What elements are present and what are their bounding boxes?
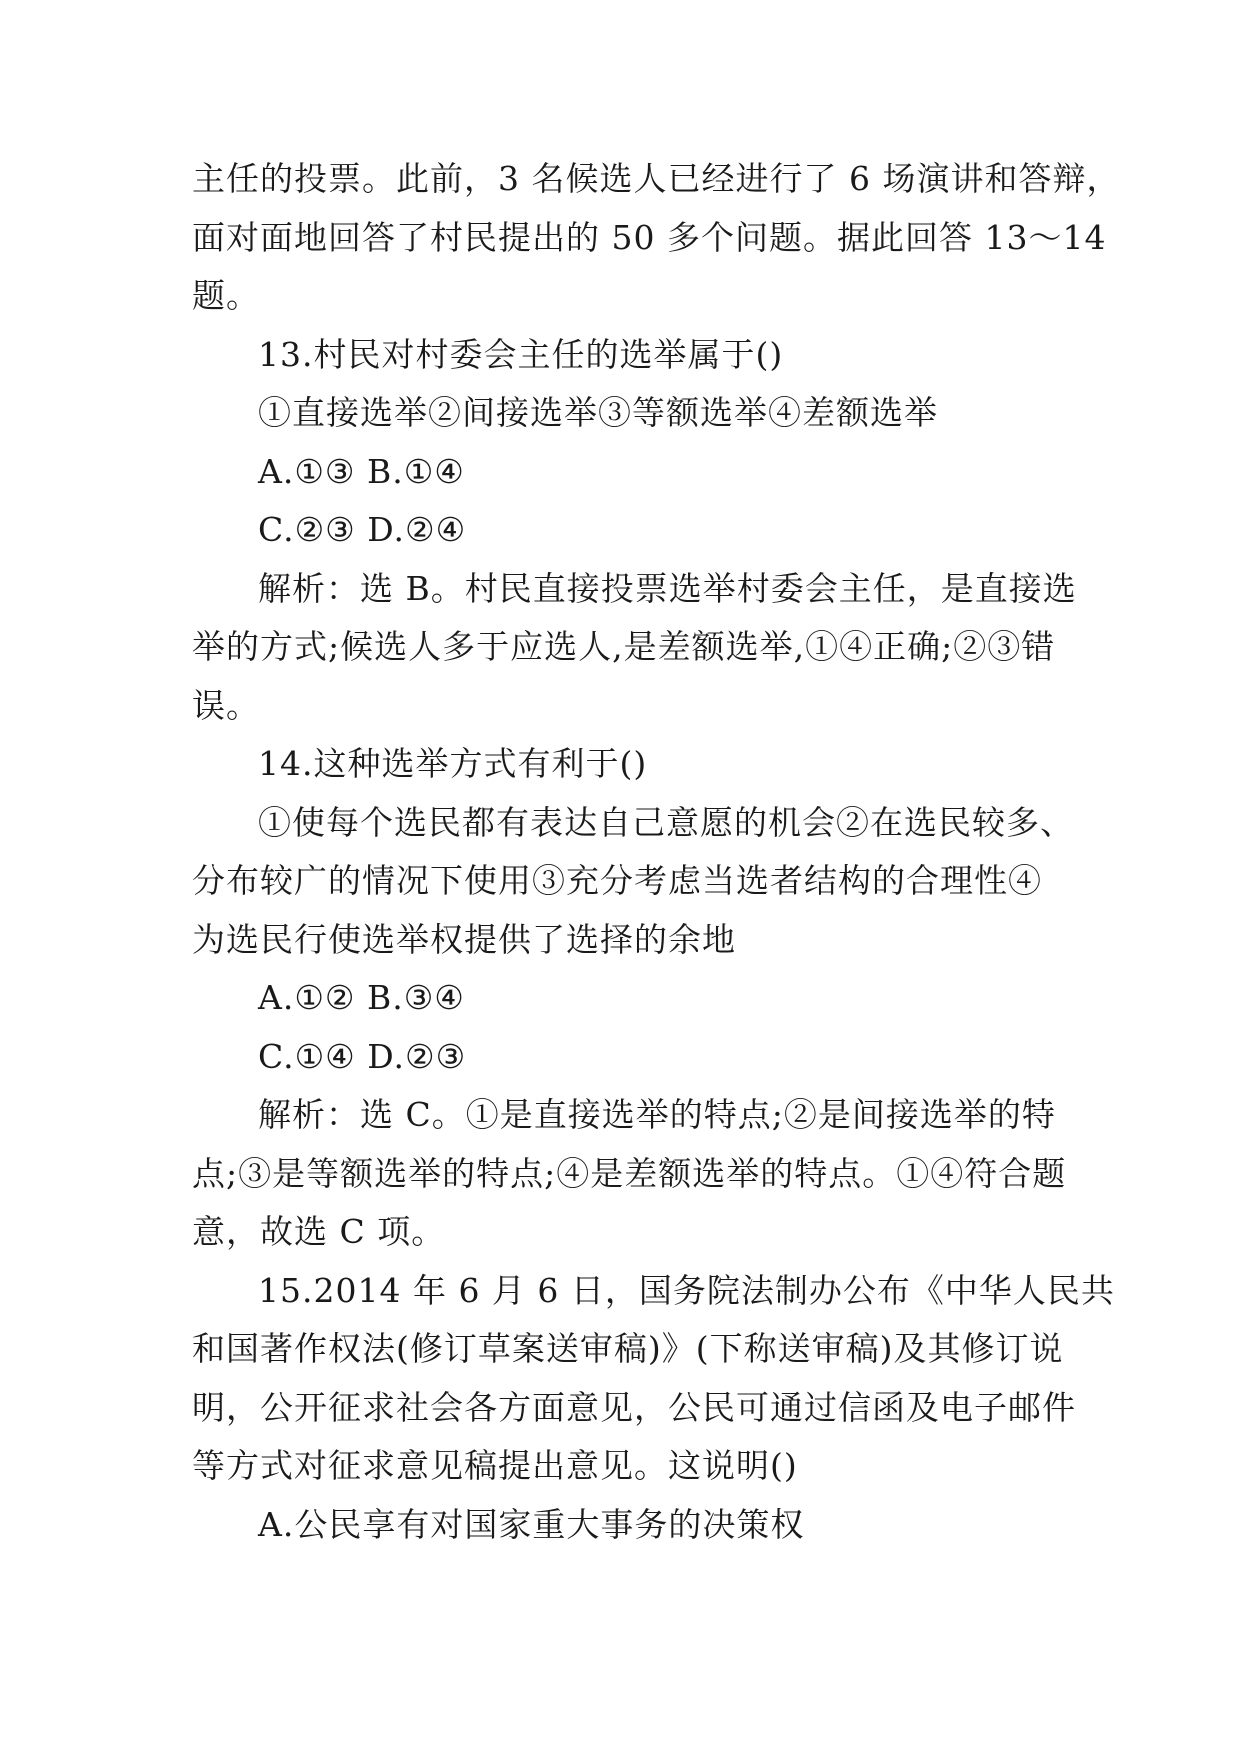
text-line: 和国著作权法(修订草案送审稿)》(下称送审稿)及其修订说 <box>192 1329 1064 1368</box>
document-page <box>192 150 1121 1554</box>
text-line: 分布较广的情况下使用③充分考虑当选者结构的合理性④ <box>192 861 1042 900</box>
question-13-stem: 13.村民对村委会主任的选举属于() <box>258 334 784 374</box>
question-14-statements: ①使每个选民都有表达自己意愿的机会②在选民较多、 <box>258 802 1074 842</box>
text-line: 意，故选 C 项。 <box>192 1212 446 1251</box>
text-line: 题。 <box>192 276 260 315</box>
text-line: 面对面地回答了村民提出的 50 多个问题。据此回答 13～14 <box>192 217 1107 257</box>
text-line: 等方式对征求意见稿提出意见。这说明() <box>192 1446 798 1485</box>
text-line: 主任的投票。此前，3 名候选人已经进行了 6 场演讲和答辩， <box>192 159 1121 198</box>
text-line: 误。 <box>192 685 260 725</box>
question-14-stem: 14.这种选举方式有利于() <box>258 744 648 783</box>
text-line: 点;③是等额选举的特点;④是差额选举的特点。①④符合题 <box>192 1153 1067 1193</box>
question-15-option-a: A.公民享有对国家重大事务的决策权 <box>258 1504 805 1544</box>
question-13-options-ab: A.①③ B.①④ <box>258 451 465 491</box>
question-14-analysis: 解析：选 C。①是直接选举的特点;②是间接选举的特 <box>258 1095 1056 1134</box>
question-14-options-cd: C.①④ D.②③ <box>258 1036 467 1076</box>
question-14-options-ab: A.①② B.③④ <box>258 978 465 1017</box>
question-13-analysis: 解析：选 B。村民直接投票选举村委会主任，是直接选 <box>258 568 1077 608</box>
question-15-stem: 15.2014 年 6 月 6 日，国务院法制办公布《中华人民共 <box>258 1270 1115 1310</box>
question-13-statements: ①直接选举②间接选举③等额选举④差额选举 <box>258 393 938 432</box>
text-line: 举的方式;候选人多于应选人,是差额选举,①④正确;②③错 <box>192 627 1056 666</box>
question-13-options-cd: C.②③ D.②④ <box>258 510 467 549</box>
text-line: 明，公开征求社会各方面意见，公民可通过信函及电子邮件 <box>192 1387 1076 1427</box>
text-line: 为选民行使选举权提供了选择的余地 <box>192 919 736 959</box>
